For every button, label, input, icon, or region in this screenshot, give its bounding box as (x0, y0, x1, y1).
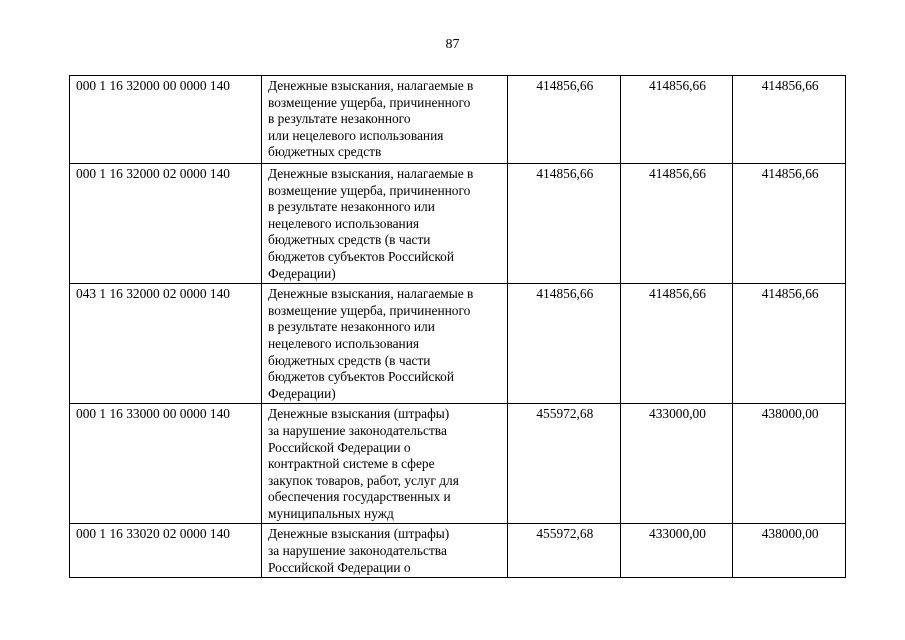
amount-cell-2 (620, 76, 733, 164)
amount-cell-1 (508, 164, 621, 284)
description-line: бюджетов субъектов Российской (268, 369, 455, 385)
description-cell (262, 404, 508, 524)
description-line: нецелевого использования (268, 215, 420, 231)
description-cell (262, 164, 508, 284)
description-line: в результате незаконного (268, 111, 411, 127)
amount-value: 438000,00 (761, 406, 819, 422)
table-row (70, 524, 846, 578)
amount-value: 414856,66 (536, 286, 594, 302)
amount-cell-3 (733, 76, 846, 164)
amount-value: 438000,00 (761, 526, 819, 542)
amount-value: 433000,00 (649, 526, 706, 542)
amount-value: 414856,66 (649, 286, 706, 302)
description-line: в результате незаконного или (268, 319, 435, 335)
amount-value: 414856,66 (536, 166, 594, 181)
description-line: бюджетных средств (268, 144, 382, 160)
description-line: Денежные взыскания (штрафы) (268, 526, 450, 542)
description-line: возмещение ущерба, причиненного (268, 302, 471, 318)
description-line: или нецелевого использования (268, 127, 444, 143)
budget-code-cell: 000 1 16 32000 02 0000 140 (70, 164, 262, 284)
amount-cell-1 (508, 284, 621, 404)
description-line: бюджетов субъектов Российской (268, 248, 455, 264)
amount-cell-3 (733, 524, 846, 578)
amount-value: 414856,66 (761, 286, 819, 302)
description-line: контрактной системе в сфере (268, 456, 435, 472)
description-line: бюджетных средств (в части (268, 232, 431, 248)
description-line: Федерации) (268, 265, 336, 281)
amount-cell-2 (620, 284, 733, 404)
budget-code-cell: 043 1 16 32000 02 0000 140 (70, 284, 262, 404)
description-line: Денежные взыскания, налагаемые в (268, 286, 474, 302)
description-line: муниципальных нужд (268, 505, 394, 521)
description-line: за нарушение законодательства (268, 422, 447, 438)
description-line: закупок товаров, работ, услуг для (268, 472, 459, 488)
description-line: Российской Федерации о (268, 439, 411, 455)
table-row (70, 284, 846, 404)
table-row (70, 164, 846, 284)
description-line: Российской Федерации о (268, 559, 411, 575)
amount-cell-3 (733, 284, 846, 404)
description-line: бюджетных средств (в части (268, 352, 431, 368)
amount-cell-1 (508, 404, 621, 524)
amount-cell-3 (733, 404, 846, 524)
amount-cell-2 (620, 404, 733, 524)
budget-table (69, 75, 846, 578)
amount-value: 414856,66 (649, 78, 706, 93)
description-line: Денежные взыскания, налагаемые в (268, 78, 474, 93)
description-line: нецелевого использования (268, 335, 420, 351)
table-row (70, 76, 846, 164)
description-line: возмещение ущерба, причиненного (268, 182, 471, 198)
description-line: за нарушение законодательства (268, 543, 447, 559)
amount-value: 433000,00 (649, 406, 706, 422)
budget-code-cell: 000 1 16 33000 00 0000 140 (70, 404, 262, 524)
amount-cell-2 (620, 164, 733, 284)
amount-value: 414856,66 (536, 78, 594, 93)
table-row (70, 404, 846, 524)
table-body (70, 76, 846, 578)
description-line: в результате незаконного или (268, 199, 435, 215)
amount-cell-1 (508, 76, 621, 164)
description-cell (262, 76, 508, 164)
amount-cell-3 (733, 164, 846, 284)
page-number: 87 (445, 37, 460, 52)
description-line: возмещение ущерба, причиненного (268, 94, 471, 110)
budget-code-cell: 000 1 16 33020 02 0000 140 (70, 524, 262, 578)
amount-value: 455972,68 (536, 406, 594, 422)
amount-value: 455972,68 (536, 526, 594, 542)
description-line: обеспечения государственных и (268, 489, 451, 505)
description-line: Денежные взыскания (штрафы) (268, 406, 450, 422)
budget-code-cell: 000 1 16 32000 00 0000 140 (70, 76, 262, 164)
amount-value: 414856,66 (649, 166, 706, 181)
amount-value: 414856,66 (761, 78, 819, 93)
description-line: Денежные взыскания, налагаемые в (268, 166, 474, 181)
description-cell (262, 524, 508, 578)
amount-cell-1 (508, 524, 621, 578)
description-cell (262, 284, 508, 404)
description-line: Федерации) (268, 385, 336, 401)
amount-cell-2 (620, 524, 733, 578)
amount-value: 414856,66 (761, 166, 819, 181)
